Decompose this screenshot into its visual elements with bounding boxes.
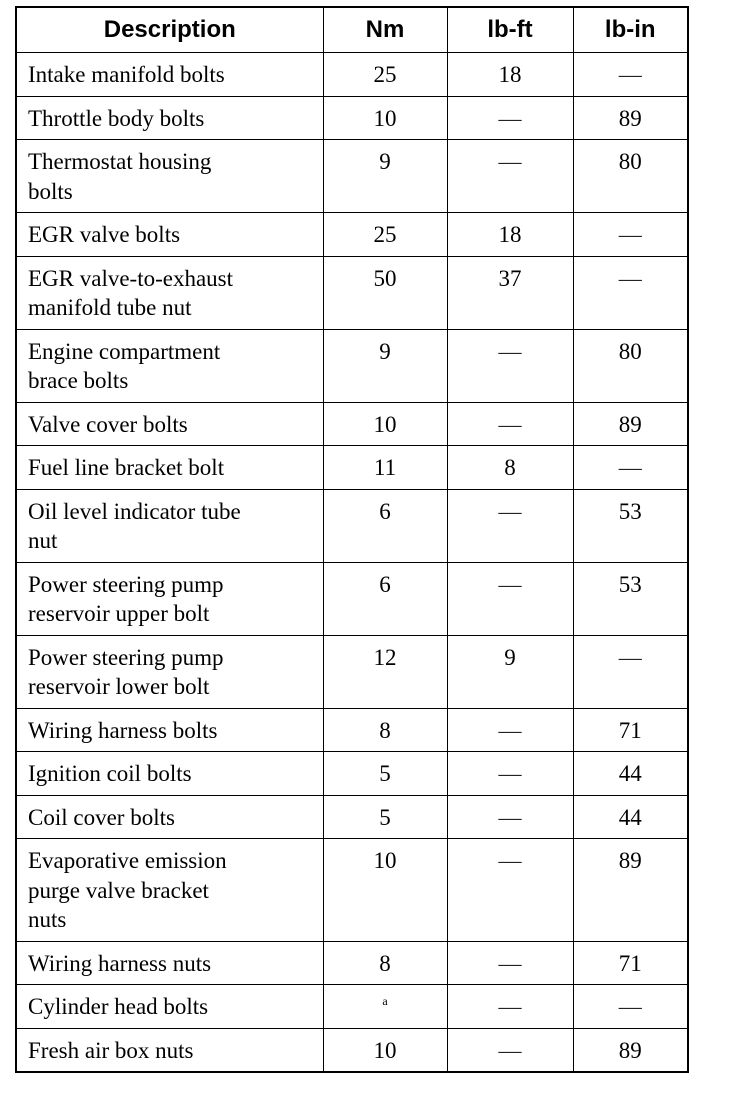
table-row bbox=[16, 96, 688, 140]
cell-lb-ft: — bbox=[447, 752, 573, 796]
cell-lb-ft: 18 bbox=[447, 53, 573, 97]
cell-lb-ft: — bbox=[447, 708, 573, 752]
cell-description: Ignition coil bolts bbox=[16, 752, 323, 796]
torque-spec-table bbox=[15, 6, 689, 1073]
cell-lb-in: 89 bbox=[573, 839, 688, 942]
header-nm: Nm bbox=[323, 7, 447, 53]
cell-lb-ft: 18 bbox=[447, 213, 573, 257]
cell-lb-in: 44 bbox=[573, 752, 688, 796]
table-row bbox=[16, 446, 688, 490]
header-lb-in: lb-in bbox=[573, 7, 688, 53]
cell-lb-ft: — bbox=[447, 1028, 573, 1072]
table-row bbox=[16, 53, 688, 97]
cell-lb-in: 80 bbox=[573, 329, 688, 402]
table-header-row bbox=[16, 7, 688, 53]
cell-description: Wiring harness bolts bbox=[16, 708, 323, 752]
cell-lb-in: 89 bbox=[573, 402, 688, 446]
cell-nm: 9 bbox=[323, 329, 447, 402]
cell-nm: 5 bbox=[323, 752, 447, 796]
cell-lb-ft: — bbox=[447, 941, 573, 985]
table-row bbox=[16, 635, 688, 708]
cell-nm: 10 bbox=[323, 1028, 447, 1072]
table-row bbox=[16, 213, 688, 257]
cell-lb-in: — bbox=[573, 446, 688, 490]
table-row bbox=[16, 489, 688, 562]
cell-description: EGR valve-to-exhaust manifold tube nut bbox=[16, 256, 323, 329]
cell-nm: 25 bbox=[323, 213, 447, 257]
cell-lb-in: 53 bbox=[573, 562, 688, 635]
cell-lb-ft: — bbox=[447, 489, 573, 562]
cell-nm: 9 bbox=[323, 140, 447, 213]
cell-description: Evaporative emission purge valve bracket nuts bbox=[16, 839, 323, 942]
cell-lb-in: — bbox=[573, 985, 688, 1029]
cell-lb-ft: — bbox=[447, 839, 573, 942]
cell-lb-in: 44 bbox=[573, 795, 688, 839]
cell-nm: 10 bbox=[323, 96, 447, 140]
table-row bbox=[16, 1028, 688, 1072]
cell-nm: 10 bbox=[323, 839, 447, 942]
cell-lb-ft: — bbox=[447, 96, 573, 140]
cell-description: Fuel line bracket bolt bbox=[16, 446, 323, 490]
cell-nm: 6 bbox=[323, 489, 447, 562]
cell-nm: 25 bbox=[323, 53, 447, 97]
table-row bbox=[16, 256, 688, 329]
cell-description: Oil level indicator tube nut bbox=[16, 489, 323, 562]
table-row bbox=[16, 708, 688, 752]
cell-description: Thermostat housing bolts bbox=[16, 140, 323, 213]
cell-lb-ft: — bbox=[447, 329, 573, 402]
cell-nm: 10 bbox=[323, 402, 447, 446]
cell-description: Power steering pump reservoir upper bolt bbox=[16, 562, 323, 635]
cell-description: Throttle body bolts bbox=[16, 96, 323, 140]
cell-nm: 8 bbox=[323, 708, 447, 752]
cell-description: Valve cover bolts bbox=[16, 402, 323, 446]
cell-lb-in: — bbox=[573, 256, 688, 329]
cell-lb-ft: — bbox=[447, 402, 573, 446]
cell-lb-in: — bbox=[573, 635, 688, 708]
cell-lb-in: 53 bbox=[573, 489, 688, 562]
cell-lb-ft: — bbox=[447, 985, 573, 1029]
torque-spec-sheet bbox=[15, 6, 687, 1073]
cell-lb-ft: 9 bbox=[447, 635, 573, 708]
table-body bbox=[16, 53, 688, 1073]
cell-nm: 11 bbox=[323, 446, 447, 490]
cell-nm: 12 bbox=[323, 635, 447, 708]
cell-description: Wiring harness nuts bbox=[16, 941, 323, 985]
cell-nm: 8 bbox=[323, 941, 447, 985]
cell-nm: 5 bbox=[323, 795, 447, 839]
cell-lb-ft: — bbox=[447, 795, 573, 839]
cell-lb-in: — bbox=[573, 53, 688, 97]
table-row bbox=[16, 839, 688, 942]
footnote-marker: a bbox=[382, 994, 388, 1008]
cell-lb-in: 89 bbox=[573, 1028, 688, 1072]
cell-description: Fresh air box nuts bbox=[16, 1028, 323, 1072]
cell-description: Coil cover bolts bbox=[16, 795, 323, 839]
table-row bbox=[16, 140, 688, 213]
cell-lb-ft: — bbox=[447, 140, 573, 213]
cell-nm: 50 bbox=[323, 256, 447, 329]
table-row bbox=[16, 985, 688, 1029]
table-row bbox=[16, 562, 688, 635]
cell-nm bbox=[323, 985, 447, 1029]
table-row bbox=[16, 752, 688, 796]
cell-lb-in: 71 bbox=[573, 708, 688, 752]
table-row bbox=[16, 402, 688, 446]
header-description: Description bbox=[16, 7, 323, 53]
cell-description: Power steering pump reservoir lower bolt bbox=[16, 635, 323, 708]
cell-lb-in: 71 bbox=[573, 941, 688, 985]
cell-description: Engine compartment brace bolts bbox=[16, 329, 323, 402]
cell-description: Intake manifold bolts bbox=[16, 53, 323, 97]
table-row bbox=[16, 795, 688, 839]
cell-lb-in: — bbox=[573, 213, 688, 257]
table-row bbox=[16, 329, 688, 402]
cell-lb-ft: 8 bbox=[447, 446, 573, 490]
cell-lb-ft: — bbox=[447, 562, 573, 635]
header-lb-ft: lb-ft bbox=[447, 7, 573, 53]
cell-lb-ft: 37 bbox=[447, 256, 573, 329]
cell-description: EGR valve bolts bbox=[16, 213, 323, 257]
table-row bbox=[16, 941, 688, 985]
cell-lb-in: 80 bbox=[573, 140, 688, 213]
cell-nm: 6 bbox=[323, 562, 447, 635]
cell-description: Cylinder head bolts bbox=[16, 985, 323, 1029]
cell-lb-in: 89 bbox=[573, 96, 688, 140]
